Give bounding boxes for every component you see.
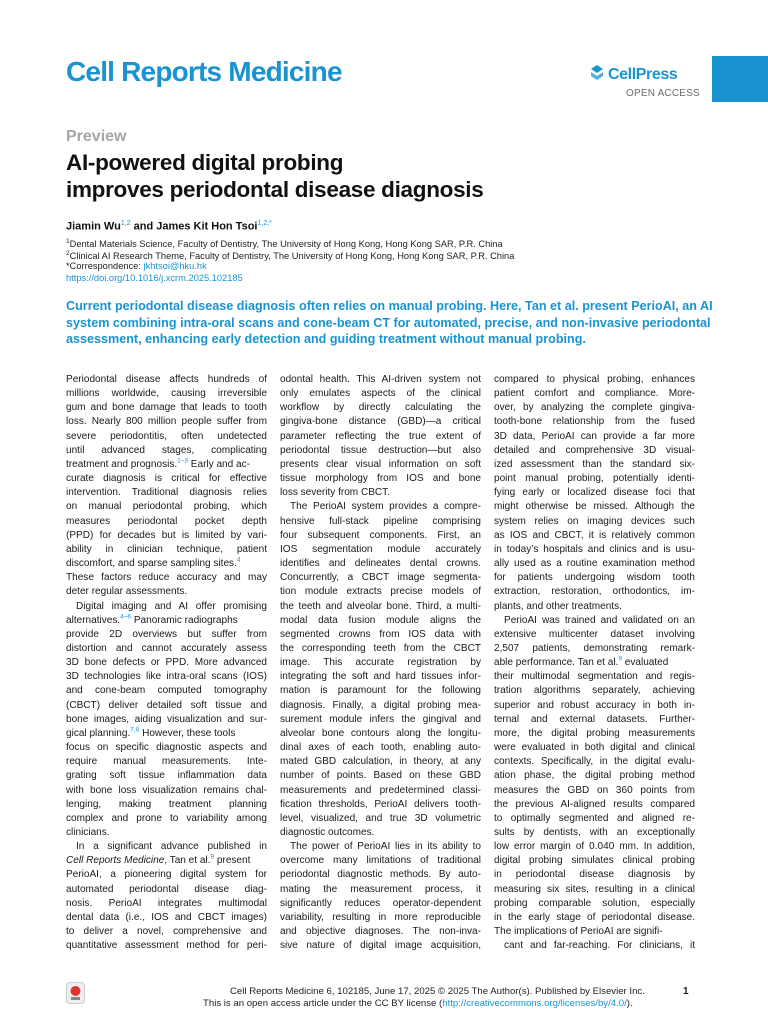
text-line: In a significant advance published in: [76, 841, 267, 853]
text-line: and objective diagnoses. The non-inva-: [280, 926, 481, 938]
text-run: However, these tools: [139, 727, 236, 739]
text-line: point manual probing, potentially identi-: [494, 473, 695, 485]
text-line: identifies and delineates dental crowns.: [280, 558, 481, 570]
text-line: periodontal diagnostic methods. By auto-: [280, 869, 481, 881]
text-line: tooth-bone relationship from the fused: [494, 416, 695, 428]
text-line: 3D technologies like intra-oral scans (IOS): [66, 671, 267, 683]
text-line: plants, and other treatments.: [494, 600, 622, 612]
text-run: present: [214, 855, 251, 867]
author-affil-sup: 1,2: [120, 220, 131, 227]
page-number: 1: [683, 986, 689, 997]
affil-sup: 2: [66, 250, 70, 257]
text-line: provide 2D overviews but suffer from: [66, 628, 267, 640]
text-line: gingiva-bone distance (GBD)—a critical: [280, 416, 481, 428]
text-line: in today’s hospitals and clinics and is usu-: [494, 543, 695, 555]
text-run: able performance. Tan et al.: [494, 657, 619, 669]
abstract: [66, 298, 713, 348]
text-line: the teeth and alveolar bone. Third, a multi-: [280, 600, 481, 612]
text-line: These factors reduce accuracy and may: [66, 572, 267, 584]
corr-label: *Correspondence:: [66, 261, 144, 271]
text-line: in the early stage of periodontal disease.: [494, 911, 695, 923]
text-run: alternatives.: [66, 614, 121, 626]
text-line: ability in clinician technique, patient: [66, 543, 267, 555]
text-line: loss. Nearly 800 million people suffer from: [66, 416, 267, 428]
text-line: patient comfort and compliance. More-: [494, 388, 695, 400]
text-run: discomfort, and sparse sampling sites.: [66, 558, 237, 570]
text-line: tion module extracts precise models of: [280, 586, 481, 598]
citation-ref[interactable]: 9: [210, 853, 215, 861]
text-line: surement module infers the gingival and: [280, 713, 481, 725]
text-line: tration algorithms separately, achieving: [494, 685, 695, 697]
text-line: 2,507 patients, demonstrating remark-: [494, 642, 695, 654]
text-line: 3D data, PerioAI can provide a far more: [494, 430, 695, 442]
text-line: as IOS and CBCT, it is relatively common: [494, 529, 695, 541]
text-run: , Tan et al.: [164, 855, 211, 867]
text-line: sults by dentists, with an exceptionally: [494, 827, 695, 838]
journal-title: Cell Reports Medicine: [66, 56, 342, 87]
text-line: the corresponding teeth from the CBCT: [280, 642, 481, 654]
text-line: distortion and cannot accurately assess: [66, 642, 267, 654]
author-affil-sup: 1,2,*: [257, 220, 272, 227]
text-line: gum and bone damage that leads to tooth: [66, 402, 267, 414]
text-line: ation phase, the digital probing method: [494, 770, 695, 782]
text-line: only emulates aspects of the clinical: [280, 388, 481, 400]
text-line: odontal health. This AI-driven system not: [280, 374, 481, 385]
text-line: dinal axes of each tooth, enabling auto-: [280, 742, 481, 754]
text-line: their multimodal segmentation and regis-: [494, 671, 695, 683]
cellpress-logo-icon: [588, 64, 606, 82]
text-line: 3D bone defects or PPD. More advanced: [66, 657, 267, 669]
correspondence: [66, 260, 207, 273]
text-line: severe periodontitis, often undetected: [66, 430, 267, 442]
text-line: dental data (i.e., IOS and CBCT images): [66, 911, 267, 923]
text-line: Periodontal disease affects hundreds of: [66, 374, 267, 385]
corr-email-link[interactable]: jkhtsoi@hku.hk: [143, 261, 207, 271]
text-line: image. This accurate registration by: [280, 657, 481, 669]
text-line: over, by analyzing the complete gingiva-: [494, 402, 695, 414]
text-line: for patients undergoing wisdom tooth: [494, 572, 695, 584]
text-line: millions worldwide, causing irreversible: [66, 388, 267, 400]
text-line: more, the digital probing measurements: [494, 727, 695, 739]
license-text: ).: [626, 998, 633, 1009]
text-line: tissue morphology from IOS and bone: [280, 473, 481, 485]
text-line: might otherwise be missed. Although the: [494, 501, 695, 513]
text-line: diagnosis. Finally, a digital probing mea-: [280, 699, 481, 711]
text-line: alveolar bone contours along the longitu-: [280, 727, 481, 739]
title-line: AI-powered digital probing: [66, 150, 344, 175]
footer-license: [203, 998, 633, 1009]
citation-ref[interactable]: 4–6: [120, 613, 132, 621]
text-line: hensive full-stack pipeline comprising: [280, 515, 481, 527]
cellpress-logo[interactable]: [588, 64, 677, 84]
text-line: deter regular assessments.: [66, 586, 188, 598]
text-line: ally used as a routine examination method: [494, 558, 695, 570]
text-line: in periodontal disease diagnosis by: [494, 869, 695, 881]
text-line: bone images, aiding visualization and sur-: [66, 713, 267, 725]
text-line: modal data fusion module aligns the: [280, 614, 481, 626]
text-line: The PerioAI system provides a compre-: [290, 501, 481, 513]
text-line: fying early or localized disease foci that: [494, 487, 695, 499]
text-line: segmented crowns from IOS data with: [280, 628, 481, 640]
author-list: [66, 220, 272, 233]
text-line: workflow by directly calculating the: [280, 402, 481, 414]
text-line: require manual measurements. Inte-: [66, 756, 267, 768]
text-line: digital probing simulates clinical probing: [494, 855, 695, 867]
text-line: until advanced stages, complicating: [66, 444, 267, 456]
license-link[interactable]: http://creativecommons.org/licenses/by/4.0/: [442, 998, 627, 1009]
text-line: probing comparable solution, especially: [494, 897, 695, 909]
text-line: presents clear visual information on soft: [280, 458, 481, 470]
text-line: (CBCT) deliver detailed soft tissue and: [66, 699, 267, 711]
text-line: PerioAI, a pioneering digital system for: [66, 869, 267, 881]
open-access-label: OPEN ACCESS: [626, 88, 700, 99]
header-accent-tab: [712, 56, 768, 102]
text-line: The power of PerioAI lies in its ability to: [290, 841, 481, 853]
text-run: gical planning.: [66, 727, 131, 739]
text-line: quantitative assessment method for peri-: [66, 940, 267, 952]
text-line: were evaluated in both digital and clinical: [494, 742, 695, 754]
text-run: treatment and prognosis.: [66, 458, 178, 470]
text-line: [66, 614, 267, 628]
text-line: nosis. PerioAI integrates multimodal: [66, 897, 267, 909]
affil-sup: 1: [66, 238, 70, 245]
text-line: automated periodontal disease diag-: [66, 883, 267, 895]
text-line: level, visualized, and true 3D volumetric: [280, 812, 481, 824]
text-line: measurements and predetermined classi-: [280, 784, 481, 796]
text-line: extensive multicenter dataset involving: [494, 628, 695, 640]
text-line: integrating the soft and hard tissues infor-: [280, 671, 481, 683]
text-line: intervention. Traditional diagnosis relies: [66, 487, 267, 499]
text-line: with bone loss visualization remains chal-: [66, 784, 267, 796]
text-line: measuring six sites, resulting in a clinical: [494, 883, 695, 895]
text-line: clinicians.: [66, 827, 110, 838]
text-line: measures periodontal pocket depth: [66, 515, 267, 527]
section-label: Preview: [66, 128, 127, 145]
text-line: grating soft tissue inflammation data: [66, 770, 267, 782]
text-line: mating the measurement process, it: [280, 883, 481, 895]
text-line: [494, 656, 695, 670]
text-line: [66, 557, 267, 571]
doi: [66, 272, 243, 285]
text-line: low error margin of 0.040 mm. In addition,: [494, 841, 695, 853]
text-line: detailed and comprehensive 3D visual-: [494, 444, 695, 456]
text-line: mation is paramount for the following: [280, 685, 481, 697]
affil-text: Clinical AI Research Theme, Faculty of Dentistry, The University of Hong Kong, Hong Kong SAR, P.R. China: [69, 251, 515, 262]
text-line: fication thresholds, PerioAI delivers tooth-: [280, 798, 481, 810]
text-run: Panoramic radiographs: [131, 614, 238, 626]
text-line: focus on specific diagnostic aspects and: [66, 742, 267, 754]
author-name[interactable]: Jiamin Wu: [66, 220, 121, 233]
text-line: loss severity from CBCT.: [280, 487, 390, 499]
footer-citation: Cell Reports Medicine 6, 102185, June 17, 2025 © 2025 The Author(s). Published by Elsevier Inc.: [230, 986, 645, 997]
text-line: (PPD) for decades but is limited by vari-: [66, 529, 267, 541]
text-line: the previous AI-aligned results compared: [494, 798, 695, 810]
text-line: Concurrently, a CBCT image segmenta-: [280, 572, 481, 584]
text-line: four subsequent components. First, an: [280, 529, 481, 541]
text-line: contexts. Specifically, in the digital evalu-: [494, 756, 695, 768]
text-line: to optimally segmented and aligned re-: [494, 812, 695, 824]
text-line: measures the GBD on 360 points from: [494, 784, 695, 796]
text-line: superior and robust accuracy in both in-: [494, 699, 695, 711]
publisher-name: CellPress: [608, 66, 678, 83]
text-line: extraction, restoration, orthodontics, im-: [494, 586, 695, 598]
text-line: [66, 854, 267, 868]
abstract-line: assessment, enhancing early detection and guiding treatment without manual probing.: [66, 332, 586, 346]
doi-link[interactable]: https://doi.org/10.1016/j.xcrm.2025.102185: [66, 273, 243, 283]
text-run: evaluated: [621, 657, 669, 669]
text-line: system relies on imaging devices such: [494, 515, 695, 527]
abstract-line: system combining intra-oral scans and cone-beam CT for automated, precise, and non-invasive periodontal: [66, 315, 711, 330]
license-text: This is an open access article under the CC BY license (: [203, 998, 443, 1009]
text-line: [66, 458, 267, 472]
citation-ref[interactable]: 9: [618, 655, 622, 663]
text-line: ized assessment than the standard six-: [494, 458, 695, 470]
body-column-1: [66, 373, 267, 953]
crossmark-icon: [67, 983, 84, 1003]
text-line: cant and far-reaching. For clinicians, it: [504, 940, 695, 952]
affil-text: Dental Materials Science, Faculty of Dentistry, The University of Hong Kong, Hong Kong SAR, P.R. China: [69, 239, 503, 250]
author-and: and: [130, 220, 157, 233]
text-line: variability, resulting in more reproducible: [280, 911, 481, 923]
abstract-line: Current periodontal disease diagnosis often relies on manual probing. Here, Tan et al. present PerioAI, an AI: [66, 299, 713, 313]
text-line: ternal and external datasets. Further-: [494, 713, 695, 725]
text-line: diagnostic outcomes.: [280, 827, 375, 838]
citation-ref[interactable]: 7,8: [130, 726, 140, 734]
text-line: complex and prone to variability among: [66, 812, 267, 824]
text-line: PerioAI was trained and validated on an: [504, 614, 695, 626]
author-name[interactable]: James Kit Hon Tsoi: [156, 220, 258, 233]
body-column-3: [494, 373, 695, 953]
text-line: to deliver a novel, comprehensive and: [66, 926, 267, 938]
text-line: compared to physical probing, enhances: [494, 374, 695, 385]
body-column-2: [280, 373, 481, 953]
text-line: on manual periodontal probing, which: [66, 501, 267, 513]
text-line: number of points. Based on these GBD: [280, 770, 481, 782]
text-line: [66, 727, 267, 741]
text-line: lenging, making treatment planning: [66, 798, 267, 810]
citation-ref[interactable]: 4: [236, 556, 241, 564]
text-line: significantly reduces operator-dependent: [280, 897, 481, 909]
text-run: Early and ac-: [188, 458, 250, 470]
citation-ref[interactable]: 1–3: [177, 457, 188, 465]
text-line: Digital imaging and AI offer promising: [76, 600, 267, 612]
journal-ref: Cell Reports Medicine: [66, 855, 165, 867]
text-line: and cone-beam computed tomography: [66, 685, 267, 697]
text-line: IOS segmentation module accurately: [280, 543, 481, 555]
text-line: periodontal tissue destruction—but also: [280, 444, 481, 456]
check-for-updates-icon[interactable]: [66, 982, 85, 1004]
text-line: sive nature of digital image acquisition,: [280, 940, 481, 952]
text-line: parameter reflecting the true extent of: [280, 430, 481, 442]
title-line: improves periodontal disease diagnosis: [66, 177, 484, 202]
text-line: overcome many limitations of traditional: [280, 855, 481, 867]
text-line: curate diagnosis is critical for effective: [66, 473, 267, 485]
text-line: mated GBD calculation, in theory, at any: [280, 756, 481, 768]
text-line: The implications of PerioAI are signifi-: [494, 926, 663, 938]
article-title: [66, 149, 666, 203]
